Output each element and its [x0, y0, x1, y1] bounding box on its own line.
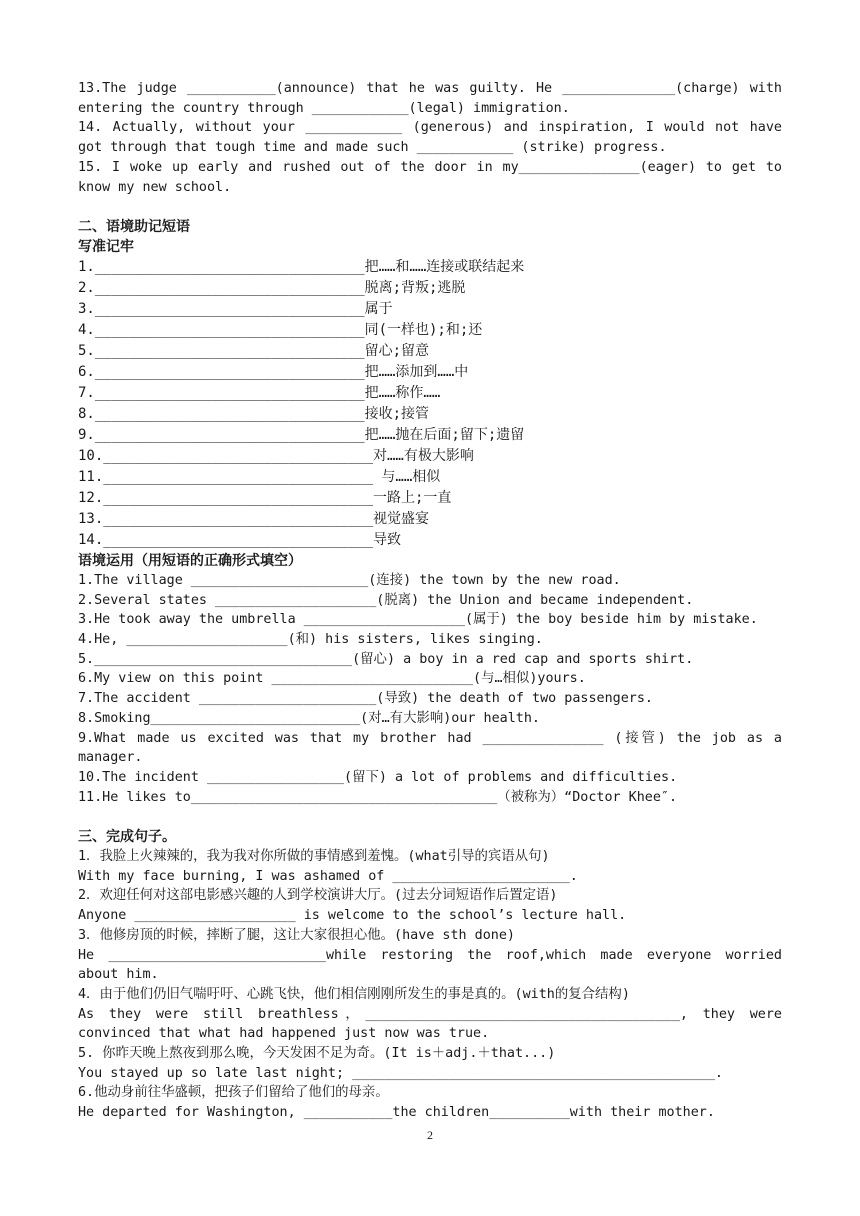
subheading-write: 写准记牢 — [78, 238, 134, 255]
context-item-9: 9.What made us excited was that my brother had _______________ (接管) the job as a manager. — [78, 730, 782, 766]
phrase-item-6: 6.________________________________把……添加到……中 — [78, 363, 469, 380]
sentence-6-answer: He departed for Washington, ___________the children__________with their mother. — [78, 1105, 715, 1121]
phrase-item-8: 8.________________________________接收;接管 — [78, 405, 430, 422]
phrase-item-2: 2.________________________________脱离;背叛;逃脱 — [78, 279, 466, 296]
sentence-5-prompt: 5. 你昨天晚上熬夜到那么晚，今天发困不足为奇。(It is＋adj.＋that...) — [78, 1046, 556, 1062]
context-item-5: 5.________________________________(留心) a boy in a red cap and sports shirt. — [78, 651, 694, 667]
context-item-1: 1.The village ______________________(连接) the town by the new road. — [78, 572, 621, 588]
sentence-5-answer: You stayed up so late last night; _____________________________________________. — [78, 1065, 723, 1081]
section-heading-phrases: 二、语境助记短语 — [78, 218, 190, 235]
exercise-15: 15. I woke up early and rushed out of the door in my_______________(eager) to get to know my new school. — [78, 159, 782, 195]
phrase-item-5: 5.________________________________留心;留意 — [78, 342, 430, 359]
phrase-item-13: 13.________________________________视觉盛宴 — [78, 510, 430, 527]
exercise-14: 14. Actually, without your ____________ (generous) and inspiration, I would not have got through that tough time and made such ____________ (strike) progress. — [78, 120, 782, 156]
context-item-8: 8.Smoking__________________________(对…有大影响)our health. — [78, 710, 540, 726]
sentence-2-prompt: 2．欢迎任何对这部电影感兴趣的人到学校演讲大厅。(过去分词短语作后置定语) — [78, 888, 558, 904]
phrase-item-4: 4.________________________________同(一样也);和;还 — [78, 321, 483, 338]
exercise-13: 13.The judge ___________(announce) that he was guilty. He ______________(charge) with entering the country through ____________(legal) immigration. — [78, 81, 782, 116]
context-item-11: 11.He likes to______________________________________（被称为）“Doctor Khee″. — [78, 789, 678, 805]
context-item-4: 4.He, ____________________(和) his sisters, likes singing. — [78, 632, 543, 648]
spacer — [78, 807, 782, 827]
sentence-3-prompt: 3．他修房顶的时候，摔断了腿，这让大家很担心他。(have sth done) — [78, 927, 515, 943]
sentence-6-prompt: 6.他动身前往华盛顿，把孩子们留给了他们的母亲。 — [78, 1085, 389, 1101]
sentence-1-answer: With my face burning, I was ashamed of ______________________. — [78, 868, 578, 884]
sentence-4-prompt: 4．由于他们仍旧气喘吁吁、心跳飞快，他们相信刚刚所发生的事是真的。(with的复合结构) — [78, 986, 630, 1002]
phrase-item-9: 9.________________________________把……抛在后面;留下;遗留 — [78, 426, 525, 443]
sentence-3-answer: He ___________________________while restoring the roof,which made everyone worried about him. — [78, 947, 782, 983]
spacer — [78, 197, 782, 217]
context-item-3: 3.He took away the umbrella ____________________(属于) the boy beside him by mistake. — [78, 612, 758, 628]
sentence-2-answer: Anyone ____________________ is welcome to the school’s lecture hall. — [78, 908, 627, 924]
phrase-item-10: 10.________________________________对……有极大影响 — [78, 447, 474, 464]
page-content — [78, 79, 782, 1123]
context-item-7: 7.The accident ______________________(导致) the death of two passengers. — [78, 691, 653, 707]
phrase-item-12: 12.________________________________一路上;一直 — [78, 489, 452, 506]
phrase-item-11: 11.________________________________ 与……相似 — [78, 468, 441, 485]
subheading-context-use: 语境运用（用短语的正确形式填空） — [78, 552, 302, 569]
sentence-4-answer: As they were still breathless，_______________________________________, they were convinced that what had happened just now was true. — [78, 1006, 782, 1042]
context-item-6: 6.My view on this point _________________________(与…相似)yours. — [78, 671, 586, 687]
phrase-item-14: 14.________________________________导致 — [78, 531, 402, 548]
phrase-item-7: 7.________________________________把……称作…… — [78, 384, 441, 401]
sentence-1-prompt: 1．我脸上火辣辣的，我为我对你所做的事情感到羞愧。(what引导的宾语从句) — [78, 849, 550, 865]
phrase-item-1: 1.________________________________把……和……连接或联结起来 — [78, 258, 525, 275]
section-heading-sentences: 三、完成句子。 — [78, 829, 176, 846]
context-item-10: 10.The incident _________________(留下) a lot of problems and difficulties. — [78, 769, 678, 785]
context-item-2: 2.Several states ____________________(脱离) the Union and became independent. — [78, 592, 694, 608]
page-number: 2 — [427, 1128, 433, 1142]
phrase-item-3: 3.________________________________属于 — [78, 300, 393, 317]
